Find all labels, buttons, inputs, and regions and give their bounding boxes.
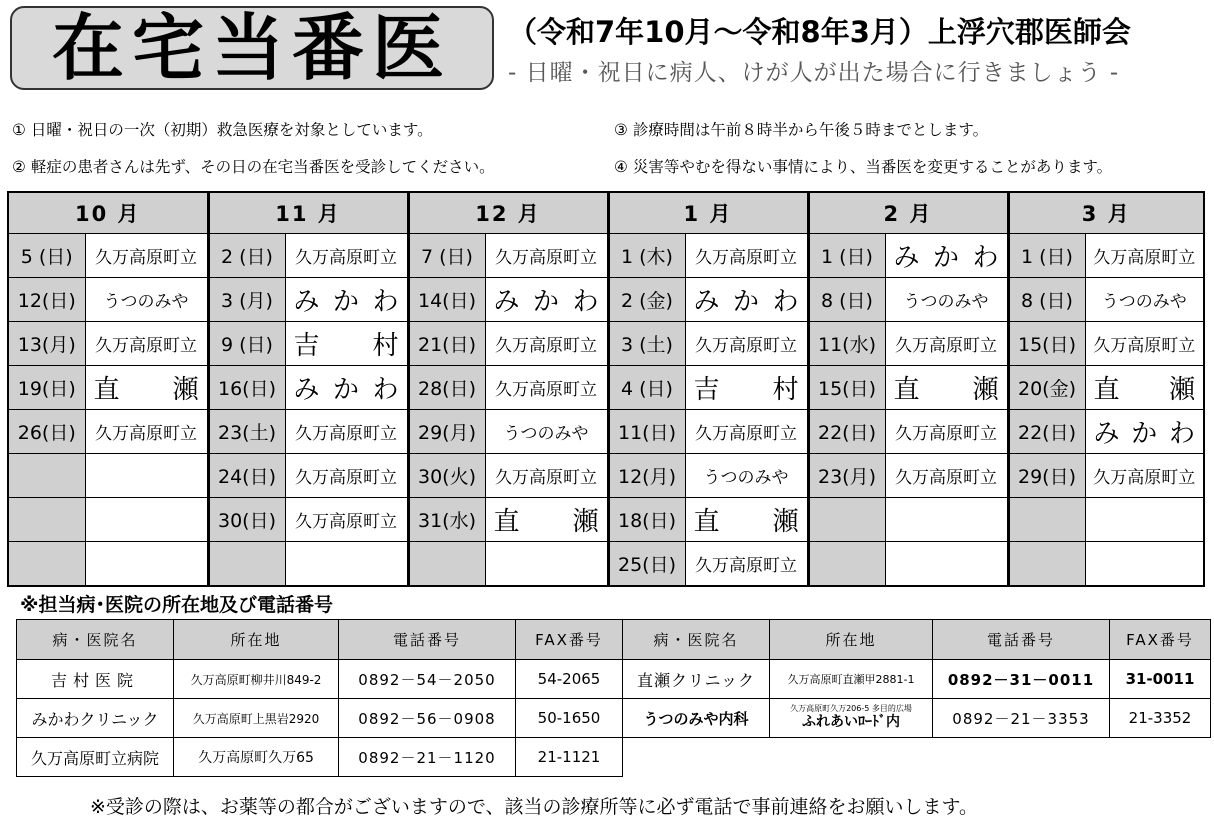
col-header-name: 病・医院名 xyxy=(623,620,770,660)
duty-date: 11(日) xyxy=(608,410,685,454)
empty-doctor-cell xyxy=(885,498,1008,542)
duty-doctor: 久万高原町立 xyxy=(1085,454,1204,498)
duty-doctor: うつのみや xyxy=(685,454,808,498)
duty-date: 25(日) xyxy=(608,542,685,587)
hospital-address: 久万高原町上黒岩2920 xyxy=(174,699,339,738)
calendar-row xyxy=(8,498,1204,542)
duty-date: 13(月) xyxy=(8,322,85,366)
hospital-address: 久万高原町久万65 xyxy=(174,738,339,777)
duty-date: 16(日) xyxy=(208,366,285,410)
note-3: ③ 診療時間は午前８時半から午後５時までとします。 xyxy=(614,121,989,139)
hospital-name: うつのみや内科 xyxy=(623,699,770,738)
duty-date: 8 (日) xyxy=(808,278,885,322)
empty-doctor-cell xyxy=(885,542,1008,587)
duty-date: 22(日) xyxy=(808,410,885,454)
duty-doctor: うつのみや xyxy=(885,278,1008,322)
duty-date: 3 (月) xyxy=(208,278,285,322)
duty-date: 11(水) xyxy=(808,322,885,366)
hospital-header-row xyxy=(17,620,1211,660)
empty-doctor-cell xyxy=(85,454,208,498)
duty-date: 22(日) xyxy=(1008,410,1085,454)
duty-date: 15(日) xyxy=(1008,322,1085,366)
note-2: ② 軽症の患者さんは先ず、その日の在宅当番医を受診してください。 xyxy=(12,158,495,176)
hospital-fax: 50-1650 xyxy=(516,699,623,738)
empty-date-cell xyxy=(8,542,85,587)
empty-area xyxy=(623,738,1211,777)
note-1: ① 日曜・祝日の一次（初期）救急医療を対象としています。 xyxy=(12,121,433,139)
col-header-address: 所在地 xyxy=(770,620,933,660)
empty-doctor-cell xyxy=(85,498,208,542)
calendar-row xyxy=(8,278,1204,322)
duty-date: 8 (日) xyxy=(1008,278,1085,322)
duty-date: 2 (金) xyxy=(608,278,685,322)
hospital-name: 久万高原町立病院 xyxy=(17,738,174,777)
month-header: 11 月 xyxy=(208,192,408,234)
hospital-address: 久万高原町柳井川849-2 xyxy=(174,660,339,699)
duty-date: 23(土) xyxy=(208,410,285,454)
empty-doctor-cell xyxy=(485,542,608,587)
duty-date: 3 (土) xyxy=(608,322,685,366)
duty-doctor: 直 瀬 xyxy=(885,366,1008,410)
duty-doctor: 久万高原町立 xyxy=(1085,322,1204,366)
duty-date: 30(日) xyxy=(208,498,285,542)
duty-doctor: 久万高原町立 xyxy=(1085,234,1204,278)
duty-doctor: 直 瀬 xyxy=(85,366,208,410)
duty-date: 14(日) xyxy=(408,278,485,322)
month-header: 2 月 xyxy=(808,192,1008,234)
duty-doctor: 久万高原町立 xyxy=(885,410,1008,454)
duty-doctor: みかわ xyxy=(285,366,408,410)
duty-doctor: 久万高原町立 xyxy=(485,454,608,498)
empty-date-cell xyxy=(808,498,885,542)
duty-doctor: 久万高原町立 xyxy=(685,234,808,278)
duty-doctor: 久万高原町立 xyxy=(85,410,208,454)
duty-date: 23(月) xyxy=(808,454,885,498)
hospital-tel: 0892－54－2050 xyxy=(339,660,516,699)
empty-date-cell xyxy=(408,542,485,587)
duty-doctor: うつのみや xyxy=(85,278,208,322)
hospital-address-line1: 久万高原町久万206-5 多目的広場 xyxy=(790,704,912,714)
duty-date: 7 (日) xyxy=(408,234,485,278)
duty-doctor: 直 瀬 xyxy=(685,498,808,542)
calendar-row xyxy=(8,454,1204,498)
duty-doctor: みかわ xyxy=(685,278,808,322)
duty-date: 1 (木) xyxy=(608,234,685,278)
col-header-tel: 電話番号 xyxy=(339,620,516,660)
col-header-tel: 電話番号 xyxy=(933,620,1110,660)
duty-date: 30(火) xyxy=(408,454,485,498)
duty-doctor: 久万高原町立 xyxy=(285,498,408,542)
hospital-fax: 21-3352 xyxy=(1110,699,1211,738)
empty-date-cell xyxy=(1008,542,1085,587)
duty-date: 9 (日) xyxy=(208,322,285,366)
hospital-address: 久万高原町直瀬甲2881-1 xyxy=(770,660,933,699)
col-header-fax: FAX番号 xyxy=(516,620,623,660)
hospitals-title: ※担当病･医院の所在地及び電話番号 xyxy=(20,594,333,616)
empty-date-cell xyxy=(8,454,85,498)
duty-doctor: 久万高原町立 xyxy=(685,410,808,454)
hospital-fax: 31-0011 xyxy=(1110,660,1211,699)
hospital-address-cell xyxy=(770,699,933,738)
duty-doctor: うつのみや xyxy=(485,410,608,454)
duty-doctor: 久万高原町立 xyxy=(85,234,208,278)
duty-date: 4 (日) xyxy=(608,366,685,410)
empty-date-cell xyxy=(8,498,85,542)
hospital-tel: 0892－31－0011 xyxy=(933,660,1110,699)
duty-date: 19(日) xyxy=(8,366,85,410)
empty-doctor-cell xyxy=(285,542,408,587)
hospital-address-line2: ふれあいﾛｰﾄﾞ内 xyxy=(802,714,900,730)
hospital-fax: 21-1121 xyxy=(516,738,623,777)
hospital-name: みかわクリニック xyxy=(17,699,174,738)
col-header-fax: FAX番号 xyxy=(1110,620,1211,660)
duty-date: 28(日) xyxy=(408,366,485,410)
duty-doctor: 久万高原町立 xyxy=(85,322,208,366)
calendar-row xyxy=(8,322,1204,366)
duty-doctor: 久万高原町立 xyxy=(485,322,608,366)
empty-doctor-cell xyxy=(85,542,208,587)
footer-note: ※受診の際は、お薬等の都合がございますので、該当の診療所等に必ず電話で事前連絡をお願いします。 xyxy=(90,796,979,818)
duty-doctor: 久万高原町立 xyxy=(485,234,608,278)
calendar-row xyxy=(8,542,1204,587)
duty-doctor: 久万高原町立 xyxy=(685,322,808,366)
hospital-tel: 0892－56－0908 xyxy=(339,699,516,738)
duty-date: 1 (日) xyxy=(808,234,885,278)
duty-doctor: 久万高原町立 xyxy=(885,454,1008,498)
page-title: 在宅当番医 xyxy=(51,6,452,90)
calendar-row xyxy=(8,366,1204,410)
header-subtitle: - 日曜・祝日に病人、けが人が出た場合に行きましょう - xyxy=(508,60,1120,86)
duty-date: 2 (日) xyxy=(208,234,285,278)
hospital-tel: 0892－21－1120 xyxy=(339,738,516,777)
duty-date: 12(日) xyxy=(8,278,85,322)
month-header: 3 月 xyxy=(1008,192,1204,234)
duty-doctor: みかわ xyxy=(285,278,408,322)
empty-date-cell xyxy=(808,542,885,587)
empty-doctor-cell xyxy=(1085,498,1204,542)
duty-date: 18(日) xyxy=(608,498,685,542)
duty-date: 20(金) xyxy=(1008,366,1085,410)
duty-doctor: うつのみや xyxy=(1085,278,1204,322)
duty-date: 24(日) xyxy=(208,454,285,498)
empty-doctor-cell xyxy=(1085,542,1204,587)
duty-doctor: 久万高原町立 xyxy=(685,542,808,587)
col-header-name: 病・医院名 xyxy=(17,620,174,660)
empty-date-cell xyxy=(208,542,285,587)
duty-date: 31(水) xyxy=(408,498,485,542)
duty-doctor: みかわ xyxy=(885,234,1008,278)
duty-doctor: みかわ xyxy=(485,278,608,322)
month-header: 10 月 xyxy=(8,192,208,234)
col-header-address: 所在地 xyxy=(174,620,339,660)
duty-doctor: 吉 村 xyxy=(285,322,408,366)
duty-date: 26(日) xyxy=(8,410,85,454)
note-4: ④ 災害等やむを得ない事情により、当番医を変更することがあります。 xyxy=(614,158,1113,176)
duty-date: 5 (日) xyxy=(8,234,85,278)
table-row xyxy=(17,738,1211,777)
duty-date: 21(日) xyxy=(408,322,485,366)
duty-doctor: 直 瀬 xyxy=(1085,366,1204,410)
duty-date: 12(月) xyxy=(608,454,685,498)
calendar-row xyxy=(8,410,1204,454)
duty-doctor: 久万高原町立 xyxy=(285,234,408,278)
hospital-name: 直瀬クリニック xyxy=(623,660,770,699)
duty-doctor: みかわ xyxy=(1085,410,1204,454)
table-row xyxy=(17,699,1211,738)
duty-doctor: 吉 村 xyxy=(685,366,808,410)
hospital-directory xyxy=(16,619,1211,777)
duty-date: 15(日) xyxy=(808,366,885,410)
duty-doctor: 久万高原町立 xyxy=(285,454,408,498)
calendar-row xyxy=(8,234,1204,278)
duty-date: 29(日) xyxy=(1008,454,1085,498)
duty-doctor: 久万高原町立 xyxy=(885,322,1008,366)
empty-date-cell xyxy=(1008,498,1085,542)
duty-doctor: 直 瀬 xyxy=(485,498,608,542)
hospital-fax: 54-2065 xyxy=(516,660,623,699)
duty-date: 1 (日) xyxy=(1008,234,1085,278)
duty-date: 29(月) xyxy=(408,410,485,454)
hospital-name: 吉村医院 xyxy=(17,660,174,699)
month-header: 1 月 xyxy=(608,192,808,234)
table-row xyxy=(17,660,1211,699)
duty-doctor: 久万高原町立 xyxy=(285,410,408,454)
duty-doctor: 久万高原町立 xyxy=(485,366,608,410)
duty-calendar xyxy=(7,191,1205,587)
month-header: 12 月 xyxy=(408,192,608,234)
title-banner xyxy=(10,6,494,90)
period-header: （令和7年10月～令和8年3月）上浮穴郡医師会 xyxy=(508,15,1131,49)
hospital-tel: 0892－21－3353 xyxy=(933,699,1110,738)
